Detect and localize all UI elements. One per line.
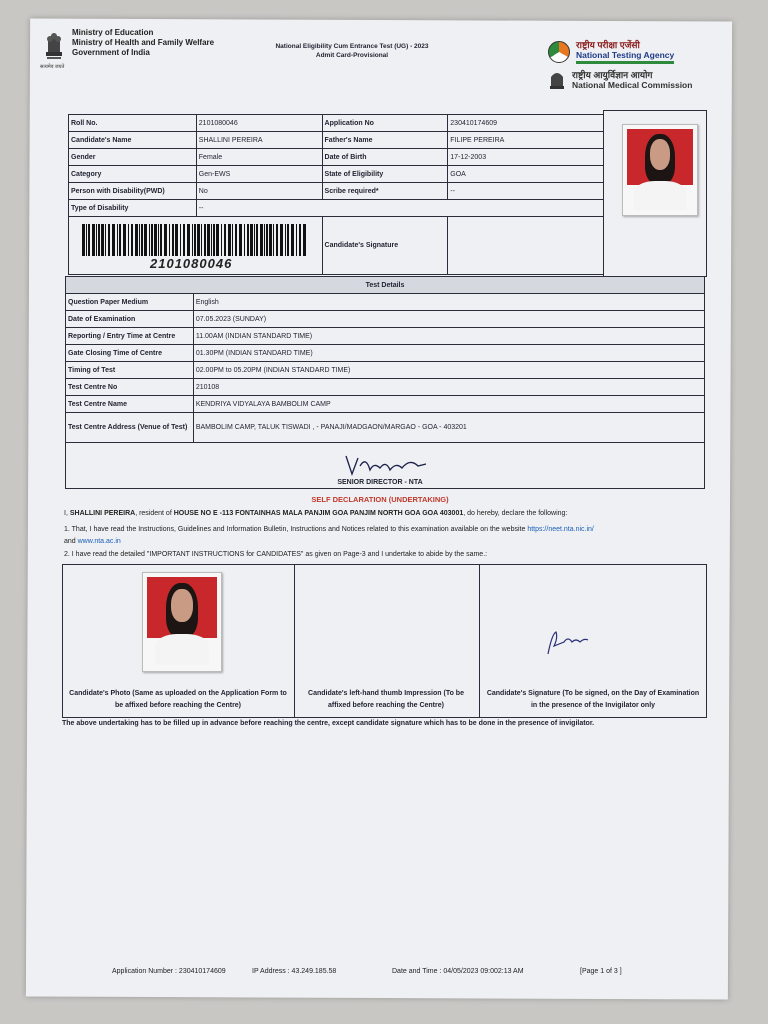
barcode-bar (158, 224, 159, 256)
decl-address: HOUSE NO E -113 FONTAINHAS MALA PANJIM GOA PANJIM NORTH GOA GOA 403001 (173, 510, 464, 517)
candidate-signature (544, 628, 592, 658)
footer-datetime: Date and Time : 04/05/2023 09:002:13 AM (392, 968, 524, 975)
nta-english-name: National Testing Agency (576, 50, 675, 60)
roll-label: Roll No. (69, 115, 197, 132)
barcode-bar (291, 224, 294, 256)
barcode-bar (192, 224, 193, 256)
centre-no-value: 210108 (193, 379, 704, 396)
thumb-box-caption: Candidate's left-hand thumb Impression (To be affixed before reaching the Centre) (308, 690, 464, 709)
father-label: Father's Name (322, 132, 448, 149)
emblem-caption: सत्यमेव जयते (40, 64, 65, 70)
scribe-value: -- (448, 183, 604, 200)
photo-box-caption: Candidate's Photo (Same as uploaded on the Application Form to be affixed before reaching the Centre) (69, 690, 287, 709)
footer-application-number: Application Number : 230410174609 (112, 968, 226, 975)
father-value: FILIPE PEREIRA (448, 132, 604, 149)
barcode-bar (303, 224, 306, 256)
barcode-bar (131, 224, 133, 256)
candidate-photo-top (622, 124, 698, 216)
medium-value: English (193, 294, 704, 311)
decl-text: , do hereby, declare the following: (463, 510, 568, 517)
candidate-photo-bottom (142, 572, 222, 672)
footer-page-number: [Page 1 of 3 ] (580, 968, 622, 975)
decl-text: , resident of (135, 510, 174, 517)
declaration-para-4 (64, 550, 714, 560)
barcode-bar (128, 224, 129, 256)
name-label: Candidate's Name (69, 132, 197, 149)
barcode-bar (224, 224, 226, 256)
centre-address-label: Test Centre Address (Venue of Test) (66, 413, 194, 443)
barcode-bar (141, 224, 143, 256)
pwd-label: Person with Disability(PWD) (69, 183, 197, 200)
barcode-bar (82, 224, 85, 256)
decl-text: 1. That, I have read the Instructions, Guidelines and Information Bulletin, Instructions and Notices related to this examination available on the website (64, 526, 528, 533)
barcode-bar (119, 224, 121, 256)
barcode-bar (213, 224, 215, 256)
appno-value: 230410174609 (448, 115, 604, 132)
barcode-bar (117, 224, 118, 256)
barcode-bar (98, 224, 100, 256)
gender-label: Gender (69, 149, 197, 166)
barcode-bar (207, 224, 210, 256)
barcode-bar (228, 224, 231, 256)
barcode-bar (216, 224, 219, 256)
candidate-signature-cell (448, 217, 604, 275)
national-emblem-icon (42, 28, 66, 62)
disability-value: -- (196, 200, 603, 217)
nmc-emblem-icon (548, 68, 566, 92)
exam-date-label: Date of Examination (66, 311, 194, 328)
barcode-bar (86, 224, 87, 256)
barcode-bar (194, 224, 196, 256)
barcode-bar (144, 224, 147, 256)
barcode-bar (276, 224, 278, 256)
reporting-time-value: 11.00AM (INDIAN STANDARD TIME) (193, 328, 704, 345)
declaration-para-2 (64, 525, 714, 535)
barcode-bar (221, 224, 222, 256)
barcode-bar (247, 224, 249, 256)
barcode-bar (266, 224, 268, 256)
barcode-bar (135, 224, 138, 256)
barcode-number: 2101080046 (150, 256, 233, 271)
nmc-hindi-name: राष्ट्रीय आयुर्विज्ञान आयोग (572, 70, 653, 80)
barcode-bar (211, 224, 212, 256)
category-label: Category (69, 166, 197, 183)
nmc-english-name: National Medical Commission (572, 80, 693, 90)
state-label: State of Eligibility (322, 166, 448, 183)
government-of-india: Government of India (72, 48, 150, 57)
barcode-bar (280, 224, 283, 256)
nta-logo-block (548, 40, 692, 64)
signature-box-caption: Candidate's Signature (To be signed, on the Day of Examination in the presence of the Invigilator only (486, 690, 700, 709)
barcode-bar (105, 224, 106, 256)
barcode-bar (169, 224, 170, 256)
name-value: SHALLINI PEREIRA (196, 132, 322, 149)
pwd-value: No (196, 183, 322, 200)
reporting-time-label: Reporting / Entry Time at Centre (66, 328, 194, 345)
barcode-bar (239, 224, 242, 256)
barcode-bar (197, 224, 200, 256)
dob-value: 17-12-2003 (448, 149, 604, 166)
footer-ip-address: IP Address : 43.249.185.58 (252, 968, 337, 975)
exam-title (262, 42, 442, 60)
barcode-bar (269, 224, 272, 256)
barcode-bar (154, 224, 157, 256)
agency-logos (548, 40, 692, 92)
barcode-bar (139, 224, 140, 256)
barcode-bar (287, 224, 289, 256)
barcode-bar (123, 224, 126, 256)
nta-website-link[interactable]: www.nta.ac.in (77, 538, 121, 545)
timing-label: Timing of Test (66, 362, 194, 379)
decl-text: I, (64, 510, 70, 517)
gate-closing-label: Gate Closing Time of Centre (66, 345, 194, 362)
barcode-bar (299, 224, 301, 256)
barcode-bar (164, 224, 167, 256)
declaration-para-3 (64, 537, 121, 547)
roll-value: 2101080046 (196, 115, 322, 132)
undertaking-note: The above undertaking has to be filled up in advance before reaching the centre, except candidate signature which has to be done in the presence of invigilator. (62, 720, 595, 727)
nta-green-bar (576, 61, 674, 64)
barcode-bar (256, 224, 258, 256)
ministry-header (42, 28, 214, 62)
gate-closing-value: 01.30PM (INDIAN STANDARD TIME) (193, 345, 704, 362)
barcode-bar (149, 224, 150, 256)
barcode-bar (201, 224, 202, 256)
nmc-logo-block (548, 68, 692, 92)
barcode-bar (260, 224, 263, 256)
barcode-bar (183, 224, 185, 256)
exam-date-value: 07.05.2023 (SUNDAY) (193, 311, 704, 328)
barcode-bar (172, 224, 174, 256)
appno-label: Application No (322, 115, 448, 132)
centre-address-value: BAMBOLIM CAMP, TALUK TISWADI , - PANAJI/MADGAON/MARGAO - GOA - 403201 (193, 413, 704, 443)
declaration-para-1 (64, 509, 714, 519)
candidate-signature-label: Candidate's Signature (322, 217, 448, 275)
barcode-bar (108, 224, 110, 256)
ministry-health: Ministry of Health and Family Welfare (72, 38, 215, 47)
barcode-bar (296, 224, 297, 256)
gender-value: Female (196, 149, 322, 166)
nta-hindi-name: राष्ट्रीय परीक्षा एजेंसी (576, 40, 640, 50)
centre-no-label: Test Centre No (66, 379, 194, 396)
decl-name: SHALLINI PEREIRA (69, 510, 136, 517)
barcode-bar (88, 224, 90, 256)
barcode-bar (96, 224, 97, 256)
barcode-bar (101, 224, 104, 256)
medium-label: Question Paper Medium (66, 294, 194, 311)
centre-name-label: Test Centre Name (66, 396, 194, 413)
roll-barcode (82, 224, 308, 256)
barcode-bar (112, 224, 115, 256)
barcode-bar (264, 224, 265, 256)
barcode-bar (235, 224, 237, 256)
decl-text: 2. I have read the detailed "IMPORTANT INSTRUCTIONS for CANDIDATES" as given on Page-3 and I undertake to abide by the same.: (64, 551, 488, 558)
barcode-bar (285, 224, 286, 256)
barcode-bar (92, 224, 95, 256)
barcode-bar (180, 224, 181, 256)
barcode-bar (151, 224, 153, 256)
barcode-bar (232, 224, 233, 256)
scribe-label: Scribe required* (322, 183, 448, 200)
category-value: Gen-EWS (196, 166, 322, 183)
ministry-education: Ministry of Education (72, 28, 154, 37)
nta-logo-icon (548, 41, 570, 63)
barcode-bar (244, 224, 245, 256)
centre-name-value: KENDRIYA VIDYALAYA BAMBOLIM CAMP (193, 396, 704, 413)
barcode-bar (160, 224, 162, 256)
barcode-bar (250, 224, 253, 256)
disability-label: Type of Disability (69, 200, 197, 217)
exam-name: National Eligibility Cum Entrance Test (UG) - 2023 (275, 43, 429, 50)
timing-value: 02.00PM to 05.20PM (INDIAN STANDARD TIME) (193, 362, 704, 379)
test-details-title: Test Details (66, 277, 705, 294)
decl-text: and (64, 538, 78, 545)
barcode-bar (273, 224, 274, 256)
barcode-bar (187, 224, 190, 256)
admit-card-title: Admit Card-Provisional (315, 52, 389, 59)
director-title: SENIOR DIRECTOR - NTA (337, 479, 423, 486)
self-declaration-title: SELF DECLARATION (UNDERTAKING) (311, 495, 449, 504)
neet-website-link[interactable]: https://neet.nta.nic.in/ (527, 526, 594, 533)
barcode-bar (175, 224, 178, 256)
director-signature (340, 452, 430, 478)
barcode-bar (254, 224, 255, 256)
barcode-bar (204, 224, 206, 256)
dob-label: Date of Birth (322, 149, 448, 166)
state-value: GOA (448, 166, 604, 183)
